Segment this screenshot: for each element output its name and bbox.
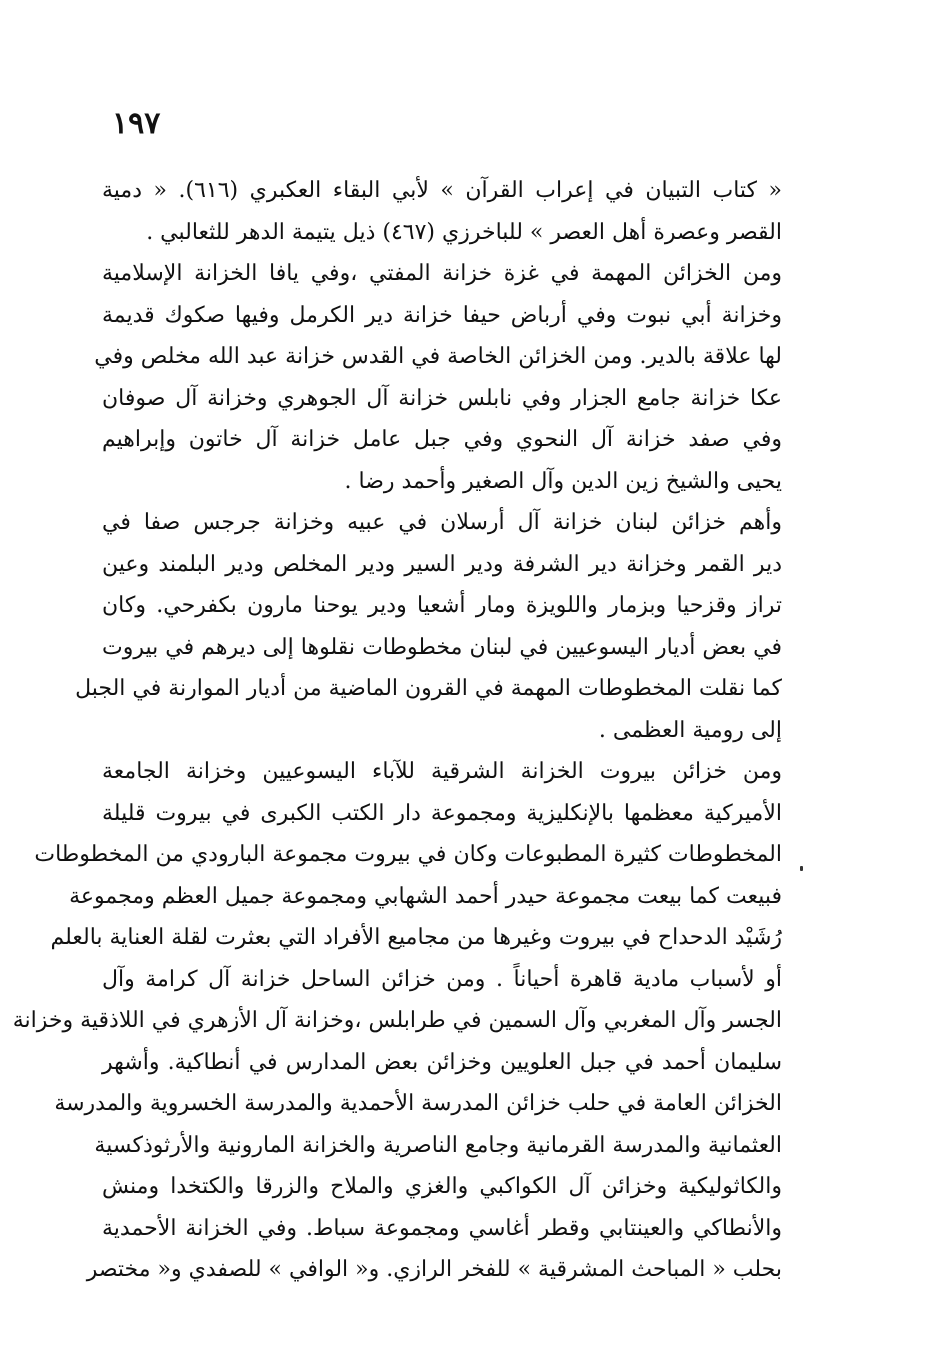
text-line: بحلب « المباحث المشرقية » للفخر الرازي. و« الوافي » للصفدي و« مختصر — [86, 1257, 782, 1282]
text-line: العثمانية والمدرسة القرمانية وجامع الناصرية والخزانة المارونية والأرثوذكسية — [94, 1132, 782, 1158]
text-line: تراز وقزحيا وبزمار واللويزة ومار أشعيا ودير يوحنا مارون بكفرحي. وكان — [102, 593, 782, 618]
text-line: « كتاب التبيان في إعراب القرآن » لأبي البقاء العكبري (٦١٦). « دمية — [102, 178, 782, 203]
text-line: الأميركية معظمها بالإنكليزية ومجموعة دار الكتب الكبرى في بيروت قليلة — [102, 800, 782, 826]
text-line: عكا خزانة جامع الجزار وفي نابلس خزانة آل الجوهري وخزانة آل صوفان — [102, 385, 782, 411]
text-line: دير القمر وخزانة دير الشرفة ودير السير ودير المخلص ودير البلمند وعين — [102, 551, 782, 577]
text-line: يحيى والشيخ زين الدين وآل الصغير وأحمد رضا . — [344, 468, 782, 494]
text-line: والكاثوليكية وخزائن آل الكواكبي والغزي والملاح والزرقا والكتخدا ومنش — [102, 1174, 782, 1199]
text-line: المخطوطات كثيرة المطبوعات وكان في بيروت مجموعة البارودي من المخطوطات — [34, 842, 782, 867]
text-line: والأنطاكي والعينتابي وقطر أغاسي ومجموعة سباط. وفي الخزانة الأحمدية — [102, 1215, 782, 1241]
text-line: رُشَيْد الدحداح في بيروت وغيرها من مجاميع الأفراد التي بعثرت لقلة العناية بالعلم — [50, 925, 782, 950]
text-line: ومن خزائن بيروت الخزانة الشرقية للآباء اليسوعيين وخزانة الجامعة — [102, 759, 782, 784]
text-line: إلى رومية العظمى . — [598, 717, 782, 743]
text-line: وخزانة أبي نبوت وفي أرباض حيفا خزانة دير الكرمل وفيها صكوك قديمة — [102, 302, 782, 328]
text-line: الخزائن العامة في حلب خزائن المدرسة الأحمدية والمدرسة الخسروية والمدرسة — [54, 1091, 782, 1116]
text-line: الجسر وآل المغربي وآل السمين في طرابلس ،وخزانة آل الأزهري في اللاذقية وخزانة — [12, 1008, 782, 1033]
text-line: وفي صفد خزانة آل النحوي وفي جبل عامل خزانة آل خاتون وإبراهيم — [102, 427, 782, 452]
text-line: ومن الخزائن المهمة في غزة خزانة المفتي ،وفي يافا الخزانة الإسلامية — [102, 261, 782, 286]
text-line: فبيعت كما بيعت مجموعة حيدر أحمد الشهابي ومجموعة جميل العظم ومجموعة — [69, 883, 782, 909]
body-text — [12, 170, 783, 1291]
text-line: سليمان أحمد في جبل العلويين وخزائن بعض المدارس في أنطاكية. وأشهر — [102, 1049, 783, 1075]
text-line: أو لأسباب مادية قاهرة أحياناً . ومن خزائن الساحل خزانة آل كرامة وآل — [102, 966, 782, 992]
text-line: كما نقلت المخطوطات المهمة في القرون الماضية من أديار الموارنة في الجبل — [75, 676, 782, 701]
text-line: لها علاقة بالدير. ومن الخزائن الخاصة في القدس خزانة عبد الله مخلص وفي — [94, 344, 782, 369]
text-line: في بعض أديار اليسوعيين في لبنان مخطوطات نقلوها إلى ديرهم في بيروت — [102, 634, 782, 660]
text-line: وأهم خزائن لبنان خزانة آل أرسلان في عبيه وخزانة جرجس صفا في — [102, 510, 782, 535]
text-line: القصر وعصرة أهل العصر » للباخرزي (٤٦٧) ذيل يتيمة الدهر للثعالبي . — [146, 219, 782, 245]
page-number: ١٩٧ — [112, 106, 161, 141]
margin-mark — [800, 866, 803, 871]
